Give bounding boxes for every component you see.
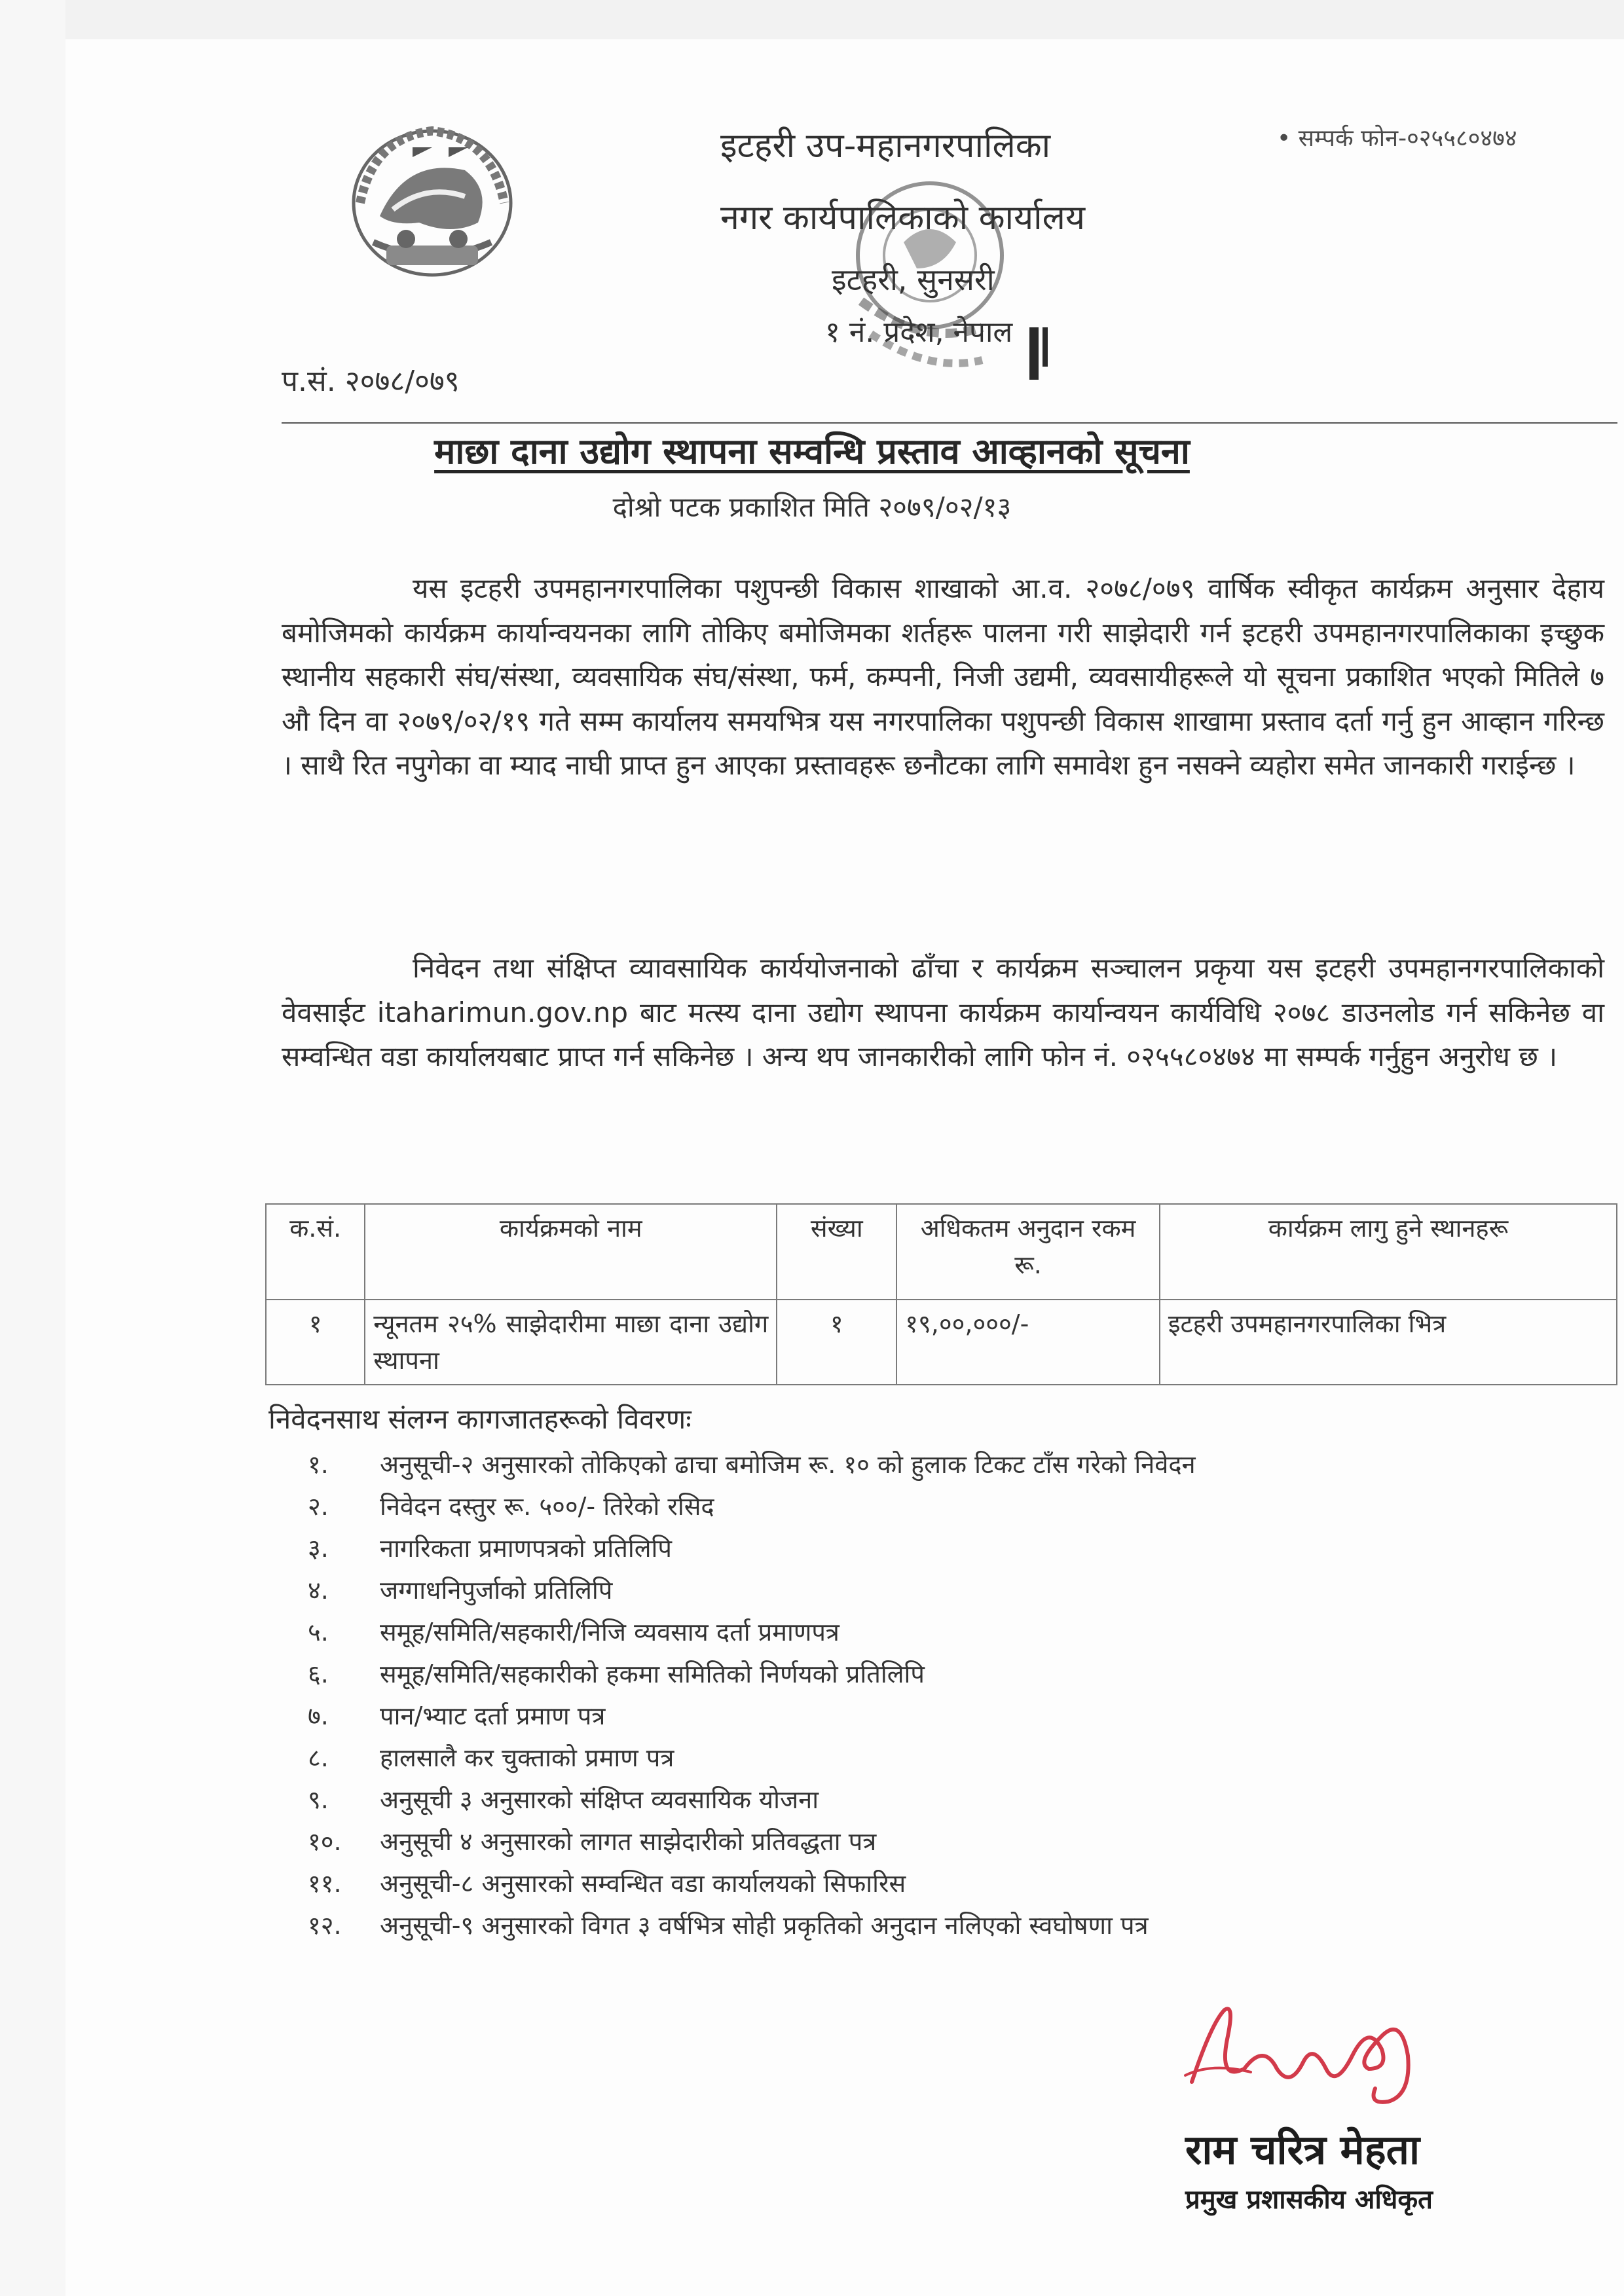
list-item: २. निवेदन दस्तुर रू. ५००/- तिरेको रसिद xyxy=(308,1492,714,1521)
column-header: क.सं. xyxy=(266,1204,365,1300)
list-item: ८. हालसालै कर चुक्ताको प्रमाण पत्र xyxy=(308,1743,674,1772)
table-row xyxy=(266,1300,1617,1385)
list-item: ३. नागरिकता प्रमाणपत्रको प्रतिलिपि xyxy=(308,1534,672,1563)
municipality-name: इटहरी उप-महानगरपालिका xyxy=(720,126,1051,166)
contact-phone: • सम्पर्क फोन-०२५५८०४७४ xyxy=(1277,125,1517,152)
table-cell: १ xyxy=(777,1300,896,1385)
attachments-heading: निवेदनसाथ संलग्न कागजातहरूको विवरणः xyxy=(268,1403,692,1435)
district-name: इटहरी, सुनसरी xyxy=(832,262,995,297)
list-item: ११. अनुसूची-८ अनुसारको सम्वन्धित वडा कार्यालयको सिफारिस xyxy=(308,1869,906,1898)
attachments-list xyxy=(308,1444,1196,1946)
signature-icon xyxy=(1172,1997,1447,2108)
notice-paragraph-2: निवेदन तथा संक्षिप्त व्यावसायिक कार्ययोजनाको ढाँचा र कार्यक्रम सञ्चालन प्रकृया यस इटहरी उपमहानगरपालिकाको वेवसाईट itaharimun.gov.np बाट मत्स्य दाना उद्योग स्थापना कार्यक्रम कार्यान्वयन कार्यविधि २०७८ डाउनलोड गर्न सकिनेछ वा सम्वन्धित वडा कार्यालयबाट प्राप्त गर्न सकिनेछ । अन्य थप जानकारीको लागि फोन नं. ०२५५८०४७४ मा सम्पर्क गर्नुहुन अनुरोध छ । xyxy=(282,952,1604,1072)
table-cell: १ xyxy=(266,1300,365,1385)
nepal-emblem-icon xyxy=(334,111,530,288)
column-header: संख्या xyxy=(777,1204,896,1300)
scan-margin xyxy=(0,0,65,2296)
office-stamp-icon xyxy=(786,131,1087,406)
notice-paragraph-1: यस इटहरी उपमहानगरपालिका पशुपन्छी विकास शाखाको आ.व. २०७८/०७९ वार्षिक स्वीकृत कार्यक्रम अनुसार देहाय बमोजिमको कार्यक्रम कार्यान्वयनका लागि तोकिए बमोजिमका शर्तहरू पालना गरी साझेदारी गर्न इटहरी उपमहानगरपालिकाका इच्छुक स्थानीय सहकारी संघ/संस्था, व्यवसायिक संघ/संस्था, फर्म, कम्पनी, निजी उद्यमी, व्यवसायीहरूले यो सूचना प्रकाशित भएको मितिले ७ औ दिन वा २०७९/०२/१९ गते सम्म कार्यालय समयभित्र यस नगरपालिका पशुपन्छी विकास शाखामा प्रस्ताव दर्ता गर्नु हुन आव्हान गरिन्छ । साथै रित नपुगेका वा म्याद नाघी प्राप्त हुन आएका प्रस्तावहरू छनौटका लागि समावेश हुन नसक्ने व्यहोरा समेत जानकारी गराईन्छ । xyxy=(282,572,1604,781)
scan-edge xyxy=(0,0,1624,39)
list-item: ७. पान/भ्याट दर्ता प्रमाण पत्र xyxy=(308,1702,606,1730)
table-cell: १९,००,०००/- xyxy=(896,1300,1160,1385)
list-item: १. अनुसूची-२ अनुसारको तोकिएको ढाचा बमोजिम रू. १० को हुलाक टिकट टाँस गरेको निवेदन xyxy=(308,1450,1196,1479)
list-item: ९. अनुसूची ३ अनुसारको संक्षिप्त व्यवसायिक योजना xyxy=(308,1785,819,1814)
column-header: अधिकतम अनुदान रकम रू. xyxy=(896,1204,1160,1300)
program-table xyxy=(265,1203,1617,1385)
column-header: कार्यक्रमको नाम xyxy=(365,1204,777,1300)
list-item: ५. समूह/समिति/सहकारी/निजि व्यवसाय दर्ता प्रमाणपत्र xyxy=(308,1618,840,1647)
signatory-name: राम चरित्र मेहता xyxy=(1185,2126,1420,2174)
notice-title: माछा दाना उद्योग स्थापना सम्वन्धि प्रस्ताव आव्हानको सूचना xyxy=(434,431,1190,472)
list-item: ६. समूह/समिति/सहकारीको हकमा समितिको निर्णयको प्रतिलिपि xyxy=(308,1660,925,1688)
column-header: कार्यक्रम लागु हुने स्थानहरू xyxy=(1160,1204,1617,1300)
list-item: ४. जग्गाधनिपुर्जाको प्रतिलिपि xyxy=(308,1576,613,1605)
header-divider xyxy=(282,422,1617,424)
table-header-row xyxy=(266,1204,1617,1300)
state-name: १ नं. प्रदेश, नेपाल xyxy=(825,316,1013,349)
list-item: १०. अनुसूची ४ अनुसारको लागत साझेदारीको प्रतिवद्धता पत्र xyxy=(308,1827,877,1856)
table-cell: न्यूनतम २५% साझेदारीमा माछा दाना उद्योग स्थापना xyxy=(365,1300,777,1385)
signatory-title: प्रमुख प्रशासकीय अधिकृत xyxy=(1185,2185,1433,2215)
table-cell: इटहरी उपमहानगरपालिका भित्र xyxy=(1160,1300,1617,1385)
publish-date: दोश्रो पटक प्रकाशित मिति २०७९/०२/१३ xyxy=(612,491,1012,523)
list-item: १२. अनुसूची-९ अनुसारको विगत ३ वर्षभित्र सोही प्रकृतिको अनुदान नलिएको स्वघोषणा पत्र xyxy=(308,1911,1149,1940)
reference-number: प.सं. २०७८/०७९ xyxy=(282,365,460,398)
office-name: नगर कार्यपालिकाको कार्यालय xyxy=(720,198,1086,238)
